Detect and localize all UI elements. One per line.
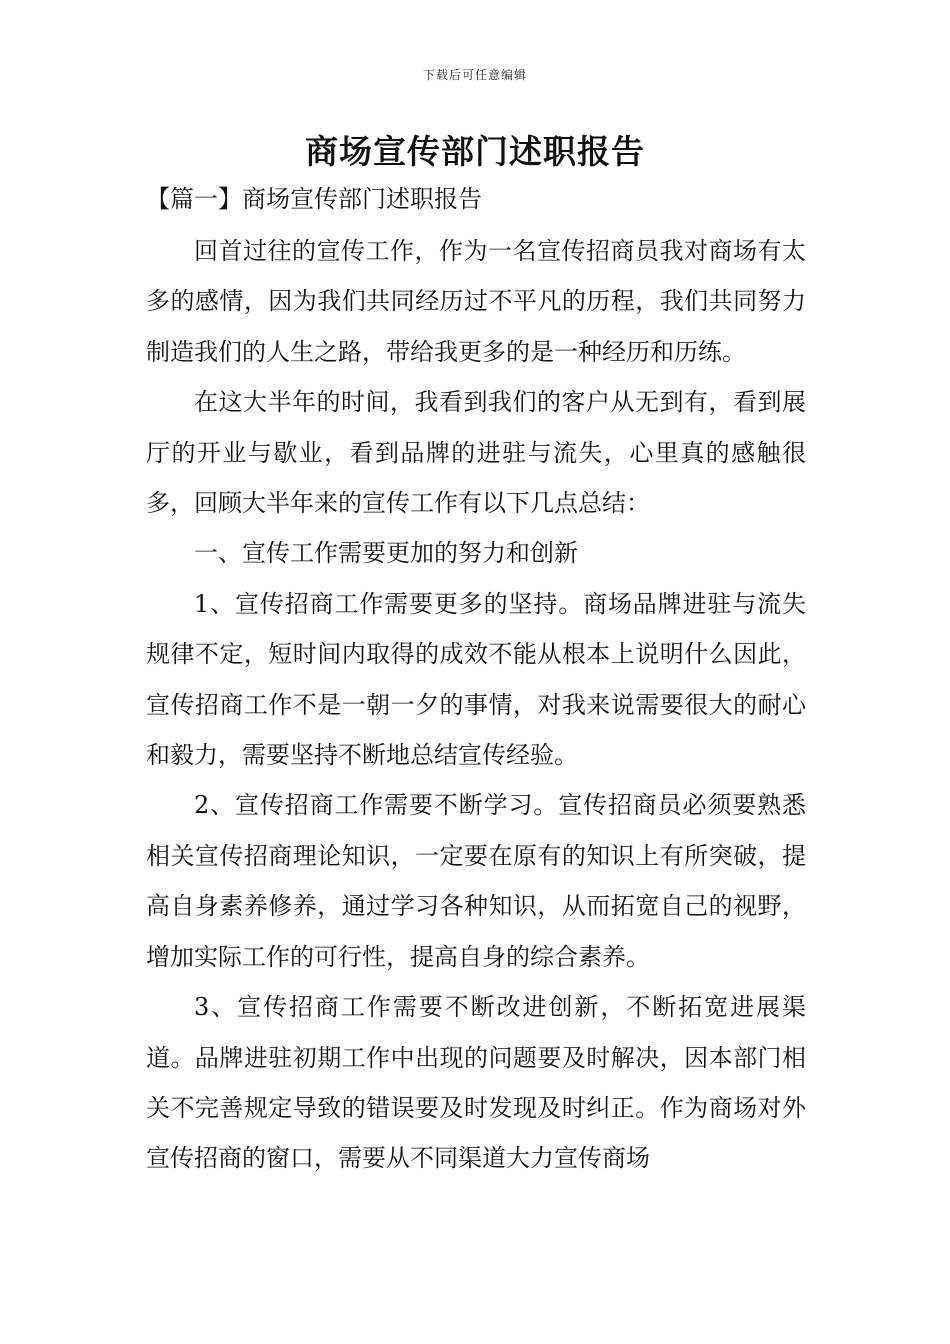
document-title: 商场宣传部门述职报告 bbox=[305, 132, 645, 171]
paragraph-intro: 回首过往的宣传工作，作为一名宣传招商员我对商场有太多的感情，因为我们共同经历过不平凡的历程，我们共同努力制造我们的人生之路，带给我更多的是一种经历和历练。 bbox=[146, 237, 806, 366]
section-heading: 【篇一】商场宣传部门述职报告 bbox=[146, 185, 482, 213]
paragraph-item-1: 1、宣传招商工作需要更多的坚持。商场品牌进驻与流失规律不定，短时间内取得的成效不能从根本上说明什么因此，宣传招商工作不是一朝一夕的事情，对我来说需要很大的耐心和毅力，需要坚持不断地总结宣传经验。 bbox=[146, 589, 806, 770]
paragraph-item-2: 2、宣传招商工作需要不断学习。宣传招商员必须要熟悉相关宣传招商理论知识，一定要在原有的知识上有所突破，提高自身素养修养，通过学习各种知识，从而拓宽自己的视野，增加实际工作的可行性，提高自身的综合素养。 bbox=[146, 791, 806, 971]
paragraph-item-3: 3、宣传招商工作需要不断改进创新，不断拓宽进展渠道。品牌进驻初期工作中出现的问题要及时解决，因本部门相关不完善规定导致的错误要及时发现及时纠正。作为商场对外宣传招商的窗口，需要从不同渠道大力宣传商场 bbox=[146, 993, 806, 1173]
subheading-point-one: 一、宣传工作需要更加的努力和创新 bbox=[194, 539, 578, 568]
header-note: 下载后可任意编辑 bbox=[422, 68, 527, 82]
paragraph-review: 在这大半年的时间，我看到我们的客户从无到有，看到展厅的开业与歇业，看到品牌的进驻与流失，心里真的感触很多，回顾大半年来的宣传工作有以下几点总结： bbox=[146, 388, 806, 518]
body-text bbox=[146, 226, 806, 1184]
